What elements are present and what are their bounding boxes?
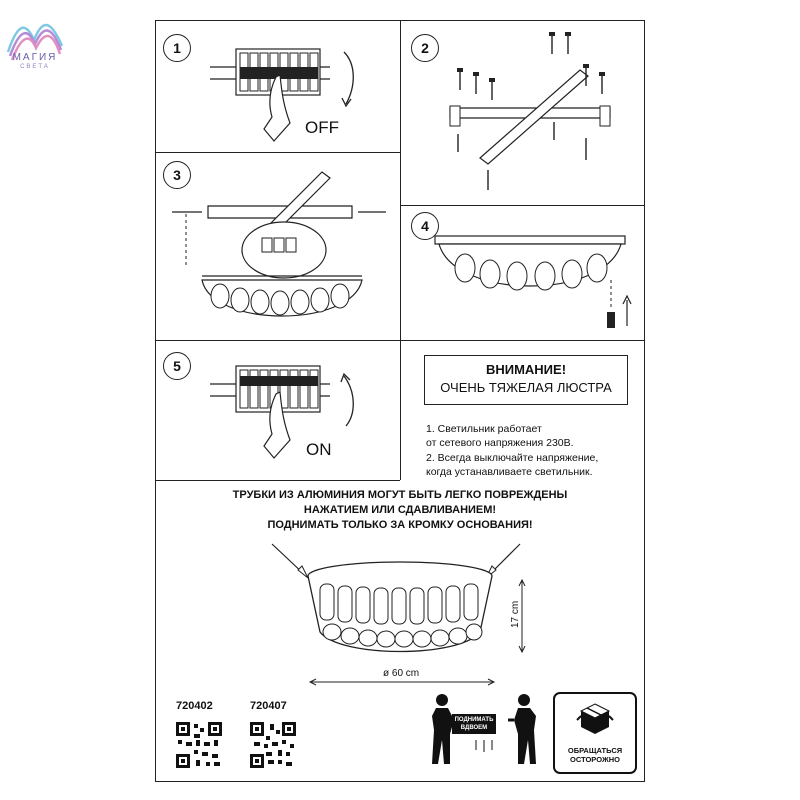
step-number-3: 3	[163, 161, 191, 189]
handle-with-care-sign	[553, 692, 637, 774]
caution-text	[160, 488, 640, 533]
brand-subname: СВЕТА	[20, 64, 50, 70]
arrow-down-icon	[336, 50, 360, 110]
qr-code-icon	[250, 722, 296, 768]
mounting-bracket-icon	[440, 30, 630, 195]
divider	[155, 480, 400, 481]
article-code: 720407	[250, 700, 287, 712]
divider	[155, 340, 645, 341]
sign-text-line: ОСТОРОЖНО	[570, 755, 620, 764]
step-number-1: 1	[163, 34, 191, 62]
two-person-lift-label	[452, 714, 496, 734]
arrow-up-icon	[336, 370, 360, 430]
caution-line: ТРУБКИ ИЗ АЛЮМИНИЯ МОГУТ БЫТЬ ЛЕГКО ПОВРЕЖДЕНЫ	[232, 489, 568, 501]
lift-label-line: ПОДНИМАТЬ	[454, 717, 494, 723]
divider-vertical	[400, 20, 401, 480]
breaker-state-off: OFF	[305, 118, 339, 137]
article-code: 720402	[176, 700, 213, 712]
warning-note-line: когда устанавливаете светильник.	[426, 466, 593, 478]
caution-line: НАЖАТИЕМ ИЛИ СДАВЛИВАНИЕМ!	[303, 504, 497, 516]
warning-box	[424, 355, 628, 405]
warning-title: ВНИМАНИЕ!	[485, 362, 567, 377]
brand-name: МАГИЯ	[12, 52, 58, 63]
divider	[400, 205, 645, 206]
sign-text-line: ОБРАЩАТЬСЯ	[567, 746, 623, 755]
warning-note-line: 2. Всегда выключайте напряжение,	[426, 452, 599, 464]
warning-note-line: 1. Светильник работает	[426, 423, 542, 435]
fragile-box-icon	[575, 700, 615, 740]
warning-note-line: от сетевого напряжения 230В.	[426, 437, 574, 449]
qr-code-icon	[176, 722, 222, 768]
diameter-dimension: ø 60 cm	[383, 668, 420, 679]
height-dimension: 17 cm	[510, 600, 521, 628]
breaker-state-on: ON	[306, 440, 332, 459]
step-number-5: 5	[163, 352, 191, 380]
step-number-4: 4	[411, 212, 439, 240]
circuit-breaker-icon	[210, 45, 330, 155]
chandelier-fixing-icon	[435, 230, 635, 335]
lift-label-line: ВДВОЕМ	[460, 725, 488, 731]
step-number-2: 2	[411, 34, 439, 62]
caution-line: ПОДНИМАТЬ ТОЛЬКО ЗА КРОМКУ ОСНОВАНИЯ!	[267, 519, 533, 531]
warning-subtitle: ОЧЕНЬ ТЯЖЕЛАЯ ЛЮСТРА	[440, 380, 612, 395]
wiring-connection-icon	[172, 168, 392, 338]
